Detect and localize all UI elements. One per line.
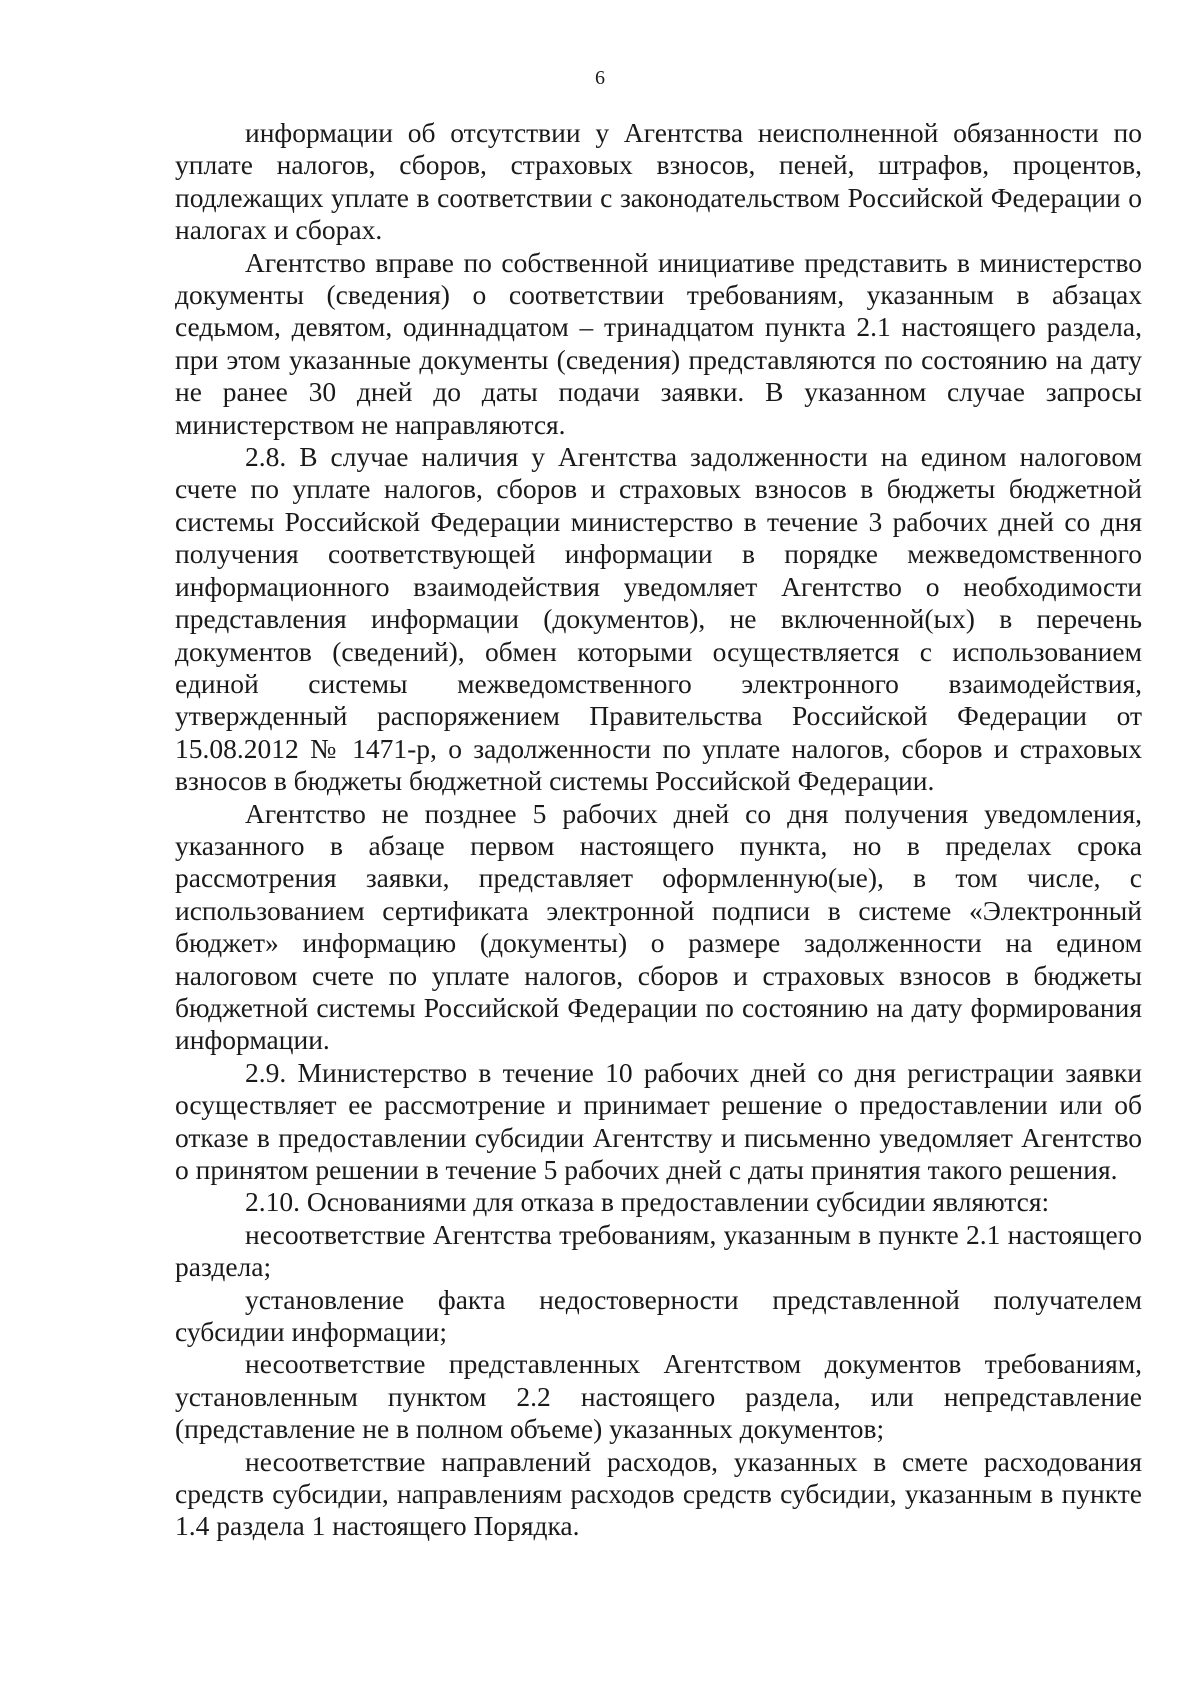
- paragraph-agency-response-deadline: Агентство не позднее 5 рабочих дней со дня получения уведомления, указанного в абзаце первом настоящего пункта, но в пределах срока рассмотрения заявки, представляет оформленную(ые), в том числе, с использованием сертификата электронной подписи в системе «Электронный бюджет» информацию (документы) о размере задолженности на едином налоговом счете по уплате налогов, сборов и страховых взносов в бюджеты бюджетной системы Российской Федерации по состоянию на дату формирования информации.: [175, 797, 1142, 1056]
- refusal-ground-documents: несоответствие представленных Агентством документов требованиям, установленным пунктом 2.2 настоящего раздела, или непредставление (представление не в полном объеме) указанных документов;: [175, 1348, 1142, 1445]
- paragraph-2-8: 2.8. В случае наличия у Агентства задолженности на едином налоговом счете по уплате налогов, сборов и страховых взносов в бюджеты бюджетной системы Российской Федерации министерство в течение 3 рабочих дней со дня получения соответствующей информации в порядке межведомственного информационного взаимодействия уведомляет Агентство о необходимости представления информации (документов), не включенной(ых) в перечень документов (сведений), обмен которыми осуществляется с использованием единой системы межведомственного электронного взаимодействия, утвержденный распоряжением Правительства Российской Федерации от 15.08.2012 № 1471-р, о задолженности по уплате налогов, сборов и страховых взносов в бюджеты бюджетной системы Российской Федерации.: [175, 441, 1142, 797]
- paragraph-2-9: 2.9. Министерство в течение 10 рабочих дней со дня регистрации заявки осуществляет ее рассмотрение и принимает решение о предоставлении или об отказе в предоставлении субсидии Агентству и письменно уведомляет Агентство о принятом решении в течение 5 рабочих дней с даты принятия такого решения.: [175, 1056, 1142, 1185]
- document-body: [175, 117, 1142, 1543]
- paragraph-tax-debt-info: информации об отсутствии у Агентства неисполненной обязанности по уплате налогов, сборов, страховых взносов, пеней, штрафов, процентов, подлежащих уплате в соответствии с законодательством Российской Федерации о налогах и сборах.: [175, 117, 1142, 246]
- paragraph-2-10: 2.10. Основаниями для отказа в предоставлении субсидии являются:: [245, 1186, 1050, 1218]
- refusal-ground-expense-directions: несоответствие направлений расходов, указанных в смете расходования средств субсидии, направлениям расходов средств субсидии, указанным в пункте 1.4 раздела 1 настоящего Порядка.: [175, 1445, 1142, 1542]
- paragraph-agency-right-to-submit: Агентство вправе по собственной инициативе представить в министерство документы (сведения) о соответствии требованиям, указанным в абзацах седьмом, девятом, одиннадцатом – тринадцатом пункта 2.1 настоящего раздела, при этом указанные документы (сведения) представляются по состоянию на дату не ранее 30 дней до даты подачи заявки. В указанном случае запросы министерством не направляются.: [175, 246, 1142, 440]
- refusal-ground-false-info: установление факта недостоверности представленной получателем субсидии информации;: [175, 1283, 1142, 1348]
- refusal-ground-requirements: несоответствие Агентства требованиям, указанным в пункте 2.1 настоящего раздела;: [175, 1218, 1142, 1283]
- page-number: 6: [595, 67, 605, 89]
